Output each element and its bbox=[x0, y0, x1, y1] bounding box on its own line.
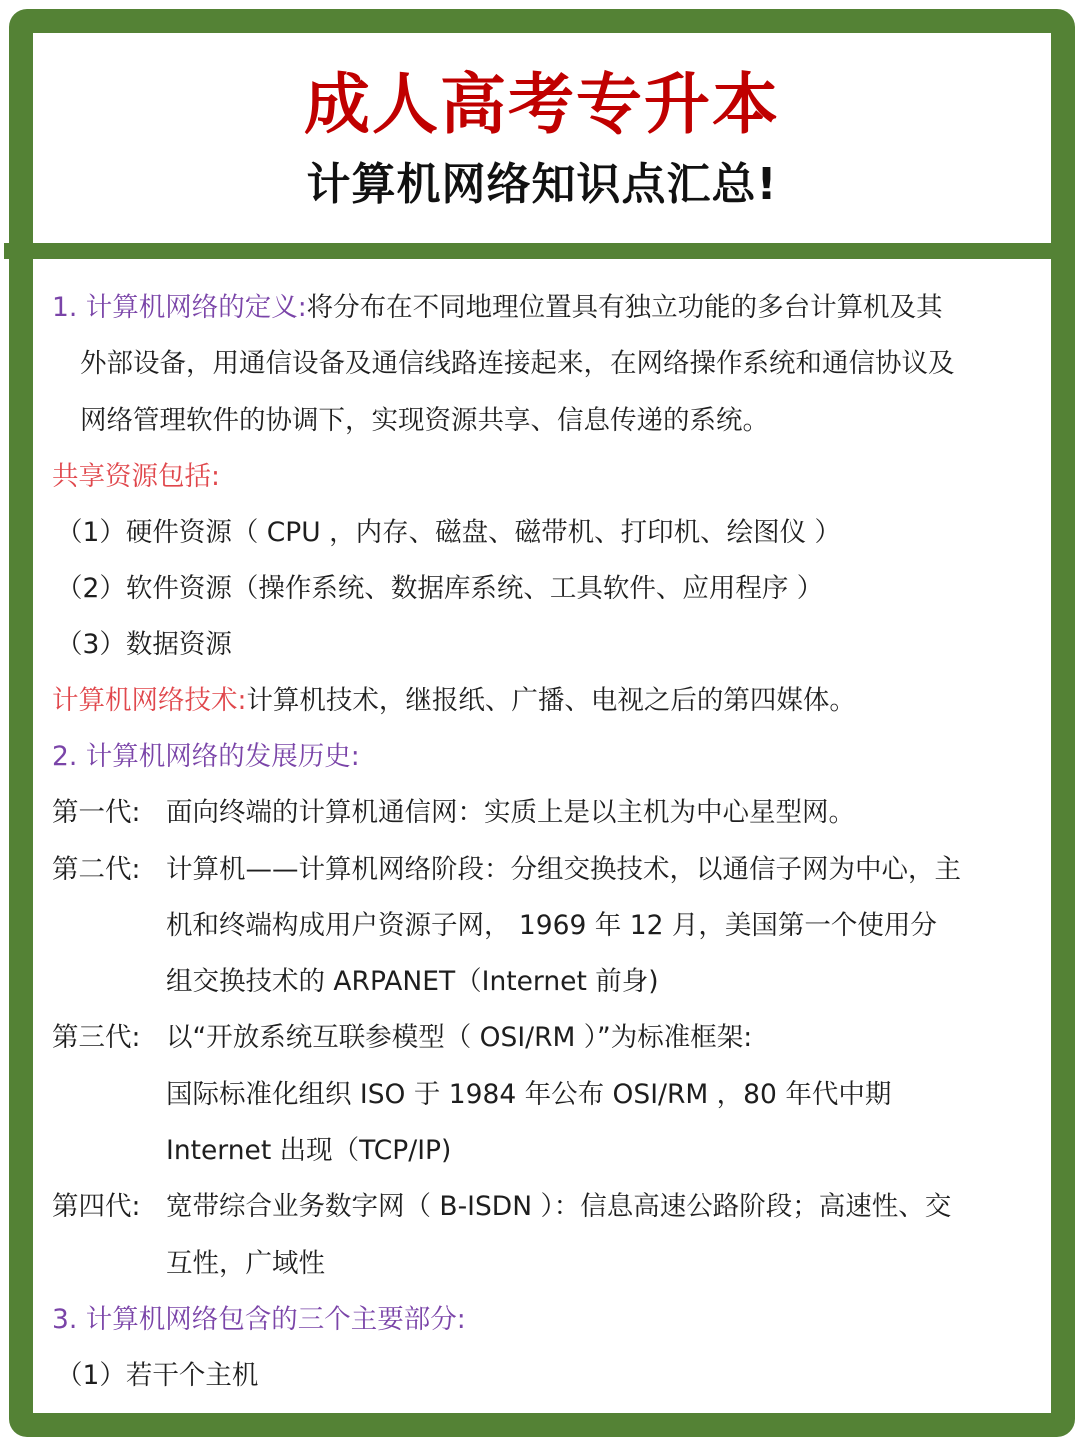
list-item: （3）数据资源 bbox=[56, 629, 232, 660]
header bbox=[33, 33, 1051, 243]
gen4-label: 第四代: bbox=[52, 1191, 141, 1222]
gen4-text: 互性，广域性 bbox=[166, 1248, 325, 1279]
section-1-heading: 1. 计算机网络的定义: bbox=[52, 292, 307, 323]
gen3-text: 以“开放系统互联参模型（ OSI/RM ）”为标准框架: bbox=[166, 1022, 753, 1053]
gen1-label: 第一代: bbox=[52, 797, 141, 828]
shared-resources-heading: 共享资源包括: bbox=[52, 461, 220, 492]
header-divider bbox=[4, 243, 1070, 259]
network-tech-text: 计算机技术，继报纸、广播、电视之后的第四媒体。 bbox=[246, 685, 856, 716]
gen2-text: 组交换技术的 ARPANET（Internet 前身) bbox=[166, 966, 659, 997]
gen3-text: Internet 出现（TCP/IP) bbox=[166, 1135, 452, 1166]
definition-text: 网络管理软件的协调下，实现资源共享、信息传递的系统。 bbox=[80, 405, 769, 436]
network-tech-label: 计算机网络技术: bbox=[52, 685, 247, 716]
page-subtitle: 计算机网络知识点汇总! bbox=[306, 159, 778, 210]
section-2-heading: 2. 计算机网络的发展历史: bbox=[52, 741, 360, 772]
gen2-text: 机和终端构成用户资源子网， 1969 年 12 月，美国第一个使用分 bbox=[166, 910, 937, 941]
gen4-text: 宽带综合业务数字网（ B-ISDN ）：信息高速公路阶段；高速性、交 bbox=[166, 1191, 952, 1222]
section-1-first-line bbox=[52, 288, 943, 328]
list-item: （2）软件资源（操作系统、数据库系统、工具软件、应用程序 ） bbox=[56, 573, 824, 604]
definition-text: 将分布在不同地理位置具有独立功能的多台计算机及其 bbox=[306, 292, 943, 323]
gen3-text: 国际标准化组织 ISO 于 1984 年公布 OSI/RM ，80 年代中期 bbox=[166, 1079, 892, 1110]
gen2-label: 第二代: bbox=[52, 854, 141, 885]
list-item: （1）硬件资源（ CPU ，内存、磁盘、磁带机、打印机、绘图仪 ） bbox=[56, 517, 842, 548]
definition-text: 外部设备，用通信设备及通信线路连接起来，在网络操作系统和通信协议及 bbox=[80, 348, 955, 379]
gen3-label: 第三代: bbox=[52, 1022, 141, 1053]
list-item: （1）若干个主机 bbox=[56, 1360, 259, 1391]
section-3-heading: 3. 计算机网络包含的三个主要部分: bbox=[52, 1304, 466, 1335]
gen2-text: 计算机——计算机网络阶段：分组交换技术，以通信子网为中心，主 bbox=[166, 854, 961, 885]
network-tech-line bbox=[52, 681, 856, 721]
page-title: 成人高考专升本 bbox=[304, 66, 780, 143]
gen1-text: 面向终端的计算机通信网：实质上是以主机为中心星型网。 bbox=[166, 797, 855, 828]
